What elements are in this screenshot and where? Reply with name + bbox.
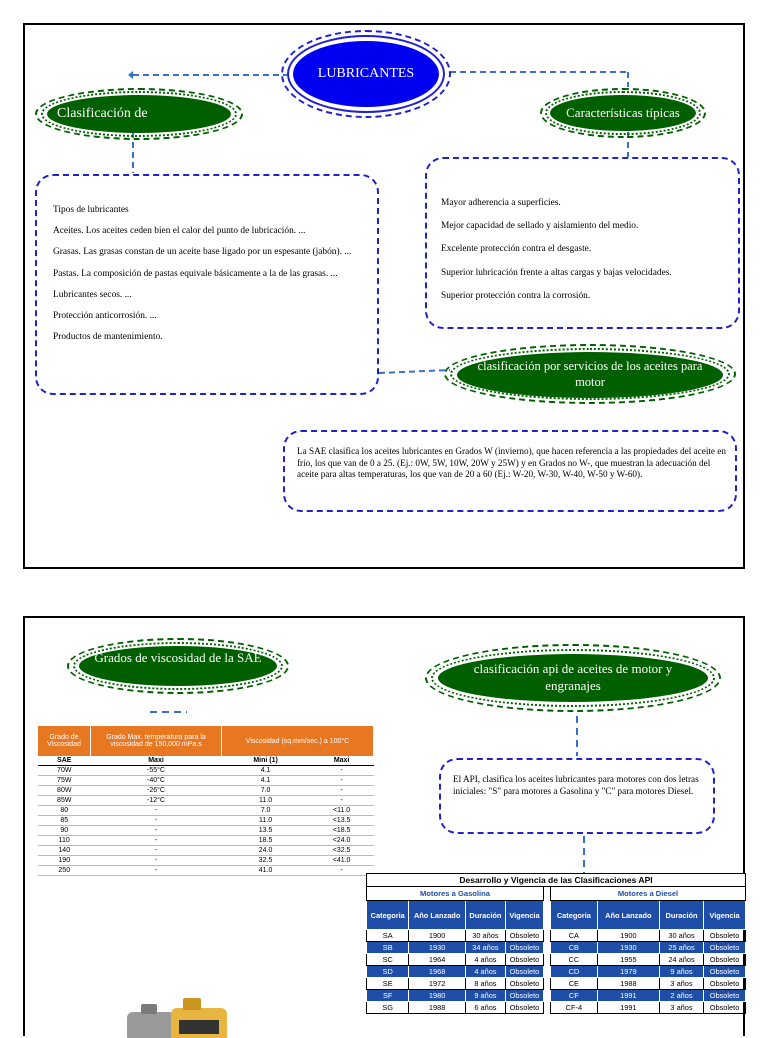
table-cell: CD: [551, 966, 598, 978]
column-header: Duración: [659, 901, 703, 930]
table-cell: 1988: [597, 978, 659, 990]
table-cell: Obsoleto: [505, 978, 543, 990]
table-cell: SG: [367, 1002, 409, 1014]
table-cell: 250: [38, 866, 91, 876]
table-cell: -: [310, 866, 374, 876]
table-cell: 7.0: [222, 806, 310, 816]
table-cell: 1988: [409, 1002, 465, 1014]
sae-grados-oval: [79, 646, 277, 686]
table-row: [551, 966, 746, 978]
table-cell: 8 años: [465, 978, 505, 990]
table-cell: Obsoleto: [704, 1002, 746, 1014]
table-row: [551, 930, 746, 942]
table-row: [38, 826, 374, 836]
table-cell: 1979: [597, 966, 659, 978]
sae-box: [283, 430, 737, 512]
table-row: [38, 866, 374, 876]
table-cell: SC: [367, 954, 409, 966]
header-grado: Grado de Viscosidad: [38, 726, 91, 756]
table-cell: 24 años: [659, 954, 703, 966]
table-cell: -: [91, 856, 222, 866]
table-row: [367, 942, 544, 954]
table-row: [367, 954, 544, 966]
subheader: Maxi: [91, 756, 222, 766]
table-cell: 1991: [597, 990, 659, 1002]
caracteristicas-oval: [550, 95, 696, 131]
table-cell: CE: [551, 978, 598, 990]
column-header: Vigencia: [505, 901, 543, 930]
table-cell: 7.0: [222, 786, 310, 796]
subheader: Maxi: [310, 756, 374, 766]
list-item: Protección anticorrosión. ...: [53, 311, 157, 322]
header-temp: Grado Max. temperatura para la viscosidad de 150,000 mPa.s: [91, 726, 222, 756]
table-cell: 41.0: [222, 866, 310, 876]
table-cell: Obsoleto: [704, 942, 746, 954]
table-cell: 1930: [597, 942, 659, 954]
list-item: Mejor capacidad de sellado y aislamiento del medio.: [441, 221, 639, 232]
subheader: Mini (1): [222, 756, 310, 766]
table-row: [38, 836, 374, 846]
table-cell: Obsoleto: [505, 1002, 543, 1014]
table-cell: CA: [551, 930, 598, 942]
table-cell: 11.0: [222, 816, 310, 826]
table-row: [38, 806, 374, 816]
table-cell: 80W: [38, 786, 91, 796]
table-cell: <32.5: [310, 846, 374, 856]
table-cell: -: [91, 866, 222, 876]
table-cell: -: [91, 816, 222, 826]
table-row: [367, 978, 544, 990]
column-header: Duración: [465, 901, 505, 930]
table-cell: CF: [551, 990, 598, 1002]
api-title: clasificación api de aceites de motor y engranajes: [473, 661, 673, 693]
table-cell: Obsoleto: [505, 990, 543, 1002]
table-cell: 75W: [38, 776, 91, 786]
table-cell: 4.1: [222, 766, 310, 776]
table-cell: SE: [367, 978, 409, 990]
table-row: [551, 990, 746, 1002]
servicios-oval: [457, 352, 723, 398]
table-cell: 4.1: [222, 776, 310, 786]
viscosity-table: [38, 726, 374, 876]
table-cell: SB: [367, 942, 409, 954]
table-cell: SD: [367, 966, 409, 978]
sae-description: La SAE clasifica los aceites lubricantes en Grados W (invierno), que hacen referencia a las propiedades del aceite en frío, los que van de 0 a 25. (Ej.: 0W, 5W, 10W, 20W y 25W) y en Grados no W-, que muestran la adecuación del aceite para altas temperaturas, los que van de 20 a 60 (Ej.: W-20, W-30, W-40, W-50 y W-60).: [297, 446, 726, 479]
table-cell: 4 años: [465, 966, 505, 978]
table-cell: CF-4: [551, 1002, 598, 1014]
table-cell: <18.5: [310, 826, 374, 836]
table-cell: -: [310, 776, 374, 786]
table-row: [551, 954, 746, 966]
table-row: [551, 978, 746, 990]
list-item: Aceites. Los aceites ceden bien el calor del punto de lubricación. ...: [53, 226, 306, 237]
list-item: Lubricantes secos. ...: [53, 289, 132, 300]
table-cell: 1930: [409, 942, 465, 954]
table-cell: -55°C: [91, 766, 222, 776]
table-row: [551, 1002, 746, 1014]
table-cell: 1968: [409, 966, 465, 978]
table-row: [367, 1002, 544, 1014]
table-cell: Obsoleto: [505, 930, 543, 942]
table-row: [38, 816, 374, 826]
table-cell: 3 años: [659, 978, 703, 990]
table-cell: 85W: [38, 796, 91, 806]
api-description: El API, clasifica los aceites lubricantes para motores con dos letras iniciales: "S" para motores a Gasolina y "C" para motores Diesel.: [453, 774, 699, 796]
servicios-title: clasificación por servicios de los aceites para motor: [477, 359, 703, 389]
oil-containers-image: [123, 990, 233, 1038]
table-cell: 190: [38, 856, 91, 866]
sae-grados-title: Grados de viscosidad de la SAE: [94, 650, 262, 665]
table-cell: -: [310, 796, 374, 806]
table-row: [38, 776, 374, 786]
table-cell: Obsoleto: [704, 966, 746, 978]
table-cell: 9 años: [465, 990, 505, 1002]
table-cell: Obsoleto: [505, 942, 543, 954]
table-cell: 24.0: [222, 846, 310, 856]
table-row: [38, 796, 374, 806]
table-cell: <13.5: [310, 816, 374, 826]
clasificacion-title: Clasificación de: [57, 106, 148, 121]
table-cell: 1972: [409, 978, 465, 990]
caracteristicas-title: Características típicas: [566, 105, 680, 120]
table-cell: 1955: [597, 954, 659, 966]
table-cell: 4 años: [465, 954, 505, 966]
table-cell: 9 años: [659, 966, 703, 978]
table-cell: 34 años: [465, 942, 505, 954]
list-item: Tipos de lubricantes: [53, 205, 129, 215]
table-row: [38, 766, 374, 776]
table-cell: 2 años: [659, 990, 703, 1002]
table-cell: Obsoleto: [505, 954, 543, 966]
lubricantes-title: LUBRICANTES: [317, 66, 415, 81]
table-cell: 6 años: [465, 1002, 505, 1014]
tipos-lubricantes-box: [35, 174, 379, 395]
table-cell: SF: [367, 990, 409, 1002]
table-cell: 70W: [38, 766, 91, 776]
table-cell: 30 años: [465, 930, 505, 942]
table-row: [367, 930, 544, 942]
table-row: [551, 942, 746, 954]
list-item: Excelente protección contra el desgaste.: [441, 244, 592, 255]
caracteristicas-box: [425, 157, 740, 329]
table-cell: -26°C: [91, 786, 222, 796]
list-item: Superior lubricación frente a altas cargas y bajas velocidades.: [441, 267, 672, 278]
column-header: Categoria: [367, 901, 409, 930]
table-cell: 1980: [409, 990, 465, 1002]
gasoline-group: Motores a Gasolina: [367, 887, 544, 901]
table-cell: 1964: [409, 954, 465, 966]
table-cell: 18.5: [222, 836, 310, 846]
table-cell: 1900: [409, 930, 465, 942]
table-row: [367, 966, 544, 978]
lubricantes-oval: [293, 41, 439, 107]
table-cell: 32.5: [222, 856, 310, 866]
table-cell: -: [91, 806, 222, 816]
table-cell: SA: [367, 930, 409, 942]
diesel-group: Motores a Diesel: [551, 887, 746, 901]
table-cell: Obsoleto: [704, 930, 746, 942]
column-header: Categoria: [551, 901, 598, 930]
table-cell: Obsoleto: [704, 954, 746, 966]
table-cell: 13.5: [222, 826, 310, 836]
list-item: Grasas. Las grasas constan de un aceite base ligado por un espesante (jabón). ...: [53, 247, 352, 258]
table-cell: Obsoleto: [704, 990, 746, 1002]
table-row: [367, 990, 544, 1002]
list-item: Productos de mantenimiento.: [53, 332, 163, 343]
table-cell: -40°C: [91, 776, 222, 786]
table-cell: 140: [38, 846, 91, 856]
table-cell: 1991: [597, 1002, 659, 1014]
api-table-title: Desarrollo y Vigencia de las Clasificaciones API: [366, 873, 746, 887]
table-cell: Obsoleto: [704, 978, 746, 990]
table-cell: Obsoleto: [505, 966, 543, 978]
column-header: Año Lanzado: [409, 901, 465, 930]
table-row: [38, 856, 374, 866]
table-cell: 110: [38, 836, 91, 846]
table-cell: <41.0: [310, 856, 374, 866]
gasoline-table: [366, 886, 544, 1014]
header-viscosity: Viscosidad (sq.mm/sec.) a 100°C: [222, 726, 374, 756]
table-cell: 1900: [597, 930, 659, 942]
table-cell: 25 años: [659, 942, 703, 954]
column-header: Año Lanzado: [597, 901, 659, 930]
table-cell: -: [91, 836, 222, 846]
table-row: [38, 786, 374, 796]
table-cell: -: [91, 846, 222, 856]
subheader: SAE: [38, 756, 91, 766]
api-box: [439, 758, 715, 834]
page-1: [23, 23, 745, 569]
list-item: Pastas. La composición de pastas equivale básicamente a la de las grasas. ...: [53, 268, 338, 279]
table-cell: -: [310, 786, 374, 796]
list-item: Superior protección contra la corrosión.: [441, 290, 591, 301]
api-oval: [438, 654, 708, 702]
table-cell: 85: [38, 816, 91, 826]
table-cell: CC: [551, 954, 598, 966]
table-cell: 30 años: [659, 930, 703, 942]
page-2: [23, 616, 745, 1036]
table-cell: 90: [38, 826, 91, 836]
table-cell: -12°C: [91, 796, 222, 806]
table-cell: -: [91, 826, 222, 836]
table-cell: <11.0: [310, 806, 374, 816]
table-row: [38, 846, 374, 856]
diesel-table: [550, 886, 746, 1014]
api-table: [366, 873, 746, 1012]
list-item: Mayor adherencia a superficies.: [441, 198, 561, 208]
clasificacion-oval: [47, 95, 231, 133]
table-cell: 80: [38, 806, 91, 816]
table-cell: <24.0: [310, 836, 374, 846]
table-cell: CB: [551, 942, 598, 954]
table-cell: 3 años: [659, 1002, 703, 1014]
table-cell: 11.0: [222, 796, 310, 806]
column-header: Vigencia: [704, 901, 746, 930]
table-cell: -: [310, 766, 374, 776]
